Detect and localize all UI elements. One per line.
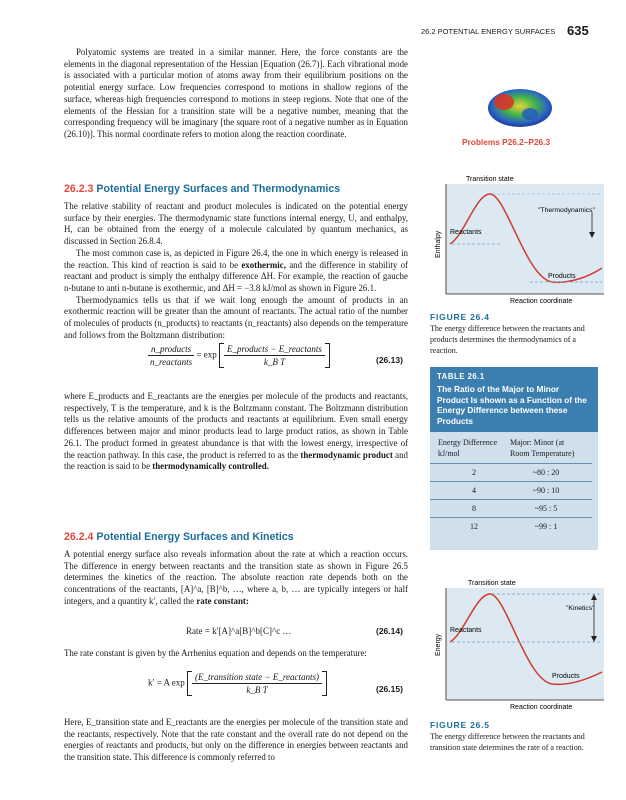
section2-number: 26.2.4: [64, 531, 94, 543]
table-cell-energy: 4: [472, 486, 476, 495]
thermo-p2: [64, 248, 408, 295]
fig4-ylabel: Enthalpy: [435, 230, 442, 258]
table-cell-energy: 2: [472, 468, 476, 477]
table-row: [430, 482, 592, 500]
thermo-p4-block: [64, 391, 408, 473]
table-row: [430, 500, 592, 518]
fig5-kinetics-label: "Kinetics": [566, 605, 595, 612]
fig4-plot-bg: [446, 184, 604, 294]
eq1-rhs-den: k_B T: [263, 357, 286, 367]
eq1-number: (26.13): [376, 355, 403, 365]
eq3-number: (26.15): [376, 684, 403, 694]
fig5-caption: The energy difference between the reactants and transition state determines the rate of a reaction.: [430, 732, 585, 752]
table-label: TABLE 26.1: [437, 372, 485, 381]
figure-26-5: [430, 576, 606, 712]
kinetics-p3-block: [64, 717, 408, 764]
thermo-p4-a: where E_products and E_reactants are the energies per molecule of the products and reactants, respectively, T is the temperature, and k is the Boltzmann constant. The Boltzmann distribution tells us the relative amounts of the products and reactants at equilibrium. Even small energy differences between major and minor products lead to large product ratios, as shown in Table 26.1. The product formed in greatest abundance is that with the lowest energy, irrespective of the reaction pathway. In this case, the product is referred to as the: [64, 391, 408, 460]
table-body: [430, 464, 598, 535]
section-title: Potential Energy Surfaces and Thermodynamics: [96, 183, 341, 195]
fig4-xlabel: Reaction coordinate: [510, 298, 573, 304]
table-header-box: [430, 367, 598, 432]
table-cell-ratio: ~80 : 20: [532, 468, 560, 477]
fig4-ts-label: Transition state: [466, 176, 514, 183]
section-heading-kinetics: [64, 531, 294, 543]
eq1-lhs-num: n_products: [148, 343, 194, 356]
table-cell-energy: 8: [472, 504, 476, 513]
molecule-surface-image: [484, 80, 556, 132]
section-heading-thermodynamics: [64, 183, 340, 195]
thermo-p2-c: and the difference in stability of reactant and product is simply the enthalpy difference ΔH. For example, the reaction of gauche n-butane to anti n-butane is exothermic, and ΔH = −3.8 kJ/mol as shown in Figure 26.1.: [64, 259, 408, 293]
intro-text: Polyatomic systems are treated in a similar manner. Here, the force constants are the elements in the diagonal representation of the Hessian [Equation (26.7)]. Each vibrational mode is associated with a particular motion of atoms away from their equilibrium positions on the potential energy surface. Low frequencies correspond to motions in shallow regions of the surface, whereas high frequencies correspond to motions in steep regions. Note that one of the elements of the Hessian for a transition state will be a negative number, meaning that the corresponding frequency will be imaginary [the square root of a negative number as in Equation (26.10)]. This normal coordinate refers to motion along the reaction coordinate.: [64, 47, 408, 139]
section2-title: Potential Energy Surfaces and Kinetics: [96, 531, 294, 543]
table-col-headers: [430, 432, 592, 464]
table-cell-ratio: ~99 : 1: [534, 522, 558, 531]
kinetics-body: [64, 549, 408, 608]
problems-ref: Problems P26.2–P26.3: [462, 137, 551, 147]
eq3-num: (E_transition state − E_reactants): [192, 671, 322, 684]
table-col-energy: Energy Difference kJ/mol: [438, 438, 498, 458]
thermo-controlled-term: thermodynamically controlled.: [152, 461, 269, 472]
fig5-ts-label: Transition state: [468, 580, 516, 587]
intro-paragraph: [64, 47, 408, 141]
eq1-lhs-den: n_reactants: [150, 357, 193, 367]
table-row: [430, 464, 592, 482]
thermodynamic-product-term: thermodynamic product: [300, 449, 393, 460]
table-cell-energy: 12: [470, 522, 478, 531]
rate-constant-term: rate constant:: [196, 595, 249, 606]
thermo-p4: [64, 391, 408, 473]
fig4-thermo-label: "Thermodynamics": [538, 207, 595, 214]
table-cell-ratio: ~95 : 5: [534, 504, 558, 513]
eq3-lhs: k′ = A exp: [148, 677, 185, 688]
fig5-products-label: Products: [552, 673, 580, 680]
eq2-number: (26.14): [376, 626, 403, 636]
equation-26-15: [148, 671, 327, 696]
thermo-p4-c: and the reaction is said to be: [64, 449, 408, 472]
fig5-xlabel: Reaction coordinate: [510, 704, 573, 711]
thermo-body: [64, 201, 408, 341]
fig4-products-label: Products: [548, 273, 576, 280]
thermo-p3: Thermodynamics tells us that if we wait long enough the amount of products in an exothermic reaction will be greater than the amount of reactants. The actual ratio of the number of molecules of products (n_products) to reactants (n_reactants) also depends on the temperature and follows from the Boltzmann distribution:: [64, 294, 408, 340]
section-number: 26.2.3: [64, 183, 94, 195]
eq1-exp: = exp: [196, 349, 217, 360]
fig5-caption-label: FIGURE 26.5: [430, 720, 490, 730]
fig5-ylabel: Energy: [435, 633, 442, 656]
equation-26-13: [148, 343, 330, 368]
fig5-reactants-label: Reactants: [450, 627, 482, 634]
fig4-caption: The energy difference between the reactants and products determines the thermodynamics of a reaction.: [430, 324, 585, 355]
kinetics-p2: The rate constant is given by the Arrhenius equation and depends on the temperature:: [64, 648, 367, 658]
page-number: 635: [567, 23, 589, 38]
table-col-ratio: Major: Minor (at Room Temperature): [510, 438, 575, 458]
thermo-p1: The relative stability of reactant and product molecules is indicated on the potential energy surface by their energies. The thermodynamic state functions internal energy, U, and enthalpy, H, can be obtained from the energy of a molecule calculated by quantum mechanics, as discussed in Section 26.8.4.: [64, 201, 408, 247]
table-26-1: [430, 367, 598, 550]
eq3-den: k_B T: [246, 685, 268, 695]
fig4-reactants-label: Reactants: [450, 229, 482, 236]
thermo-p2-a: The most common case is, as depicted in Figure 26.4, the one in which energy is released in the reaction. This kind of reaction is said to be: [64, 247, 408, 270]
equation-26-14: Rate = k′[A]^a[B]^b[C]^c …: [186, 626, 292, 636]
eq1-rhs-num: E_products − E_reactants: [224, 343, 325, 356]
table-title: The Ratio of the Major to Minor Product Is shown as a Function of the Energy Difference between these Products: [437, 384, 587, 426]
table-row: [430, 518, 592, 535]
kinetics-p1-a: A potential energy surface also reveals information about the rate at which a reaction occurs. The difference in energy between reactants and the transition state as shown in Figure 26.5 determines the kinetics of the reaction. The absolute reaction rate depends both on the concentrations of the reactants, [A]^a, [B]^b, …, where a, b, … are typically integers or half integers, and a quantity k′, called the: [64, 549, 408, 606]
fig4-caption-label: FIGURE 26.4: [430, 312, 490, 322]
running-title: 26.2 POTENTIAL ENERGY SURFACES: [421, 27, 556, 36]
kinetics-p2-block: [64, 648, 408, 660]
kinetics-p3: Here, E_transition state and E_reactants are the energies per molecule of the transition state and the reactants, respectively. Note that the rate constant and the overall rate do not depend on the energies of reactants and products, but only on the difference in energies between reactants and the transition state. This difference is commonly referred to: [64, 717, 408, 763]
figure-26-4: [430, 172, 606, 304]
table-cell-ratio: ~90 : 10: [532, 486, 560, 495]
exothermic-term: exothermic,: [241, 259, 286, 270]
kinetics-p1: [64, 549, 408, 608]
